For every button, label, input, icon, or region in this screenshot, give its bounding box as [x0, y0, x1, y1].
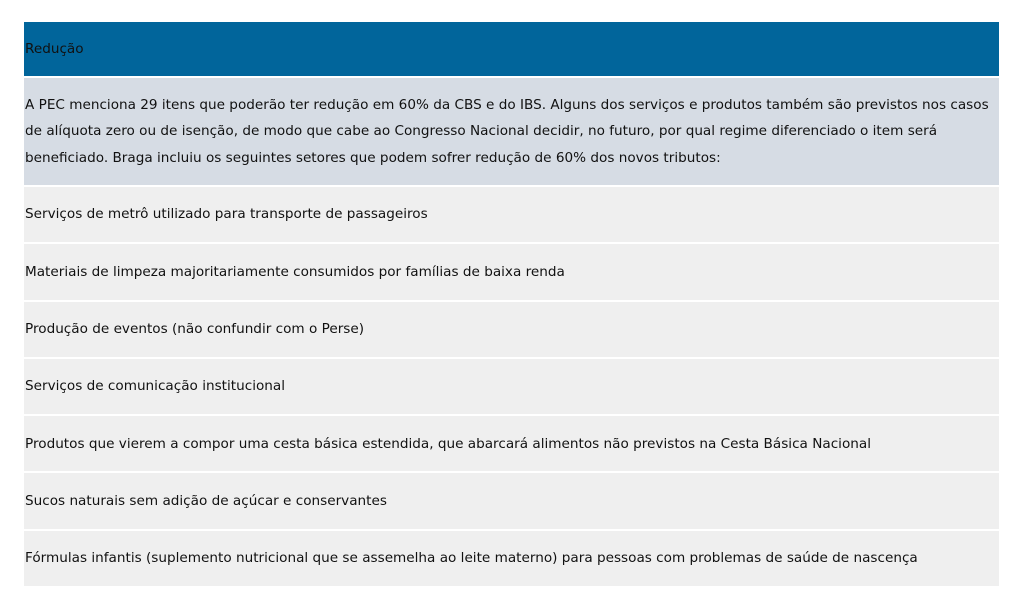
table-intro-text: A PEC menciona 29 itens que poderão ter redução em 60% da CBS e do IBS. Alguns dos serviços e produtos também são previstos nos casos de alíquota zero ou de isenção, de modo que cabe ao Congresso Nacional decidir, no futuro, por qual regime diferenciado o item será beneficiado. Braga incluiu os seguintes setores que podem sofrer redução de 60% dos novos tributos:: [25, 96, 989, 166]
table-row-text: Materiais de limpeza majoritariamente consumidos por famílias de baixa renda: [25, 263, 565, 280]
table-row: [24, 244, 999, 301]
table-intro-row: [24, 78, 999, 187]
table-row: [24, 416, 999, 473]
table-row-text: Serviços de comunicação institucional: [25, 378, 286, 395]
table-row-text: Serviços de metrô utilizado para transporte de passageiros: [25, 206, 428, 223]
table-row: [24, 359, 999, 416]
table-header: [24, 22, 999, 78]
table-row-text: Produtos que vierem a compor uma cesta básica estendida, que abarcará alimentos não previstos na Cesta Básica Nacional: [25, 435, 871, 452]
table-row-text: Sucos naturais sem adição de açúcar e conservantes: [25, 492, 387, 509]
table-row: [24, 302, 999, 359]
table-row-text: Produção de eventos (não confundir com o Perse): [25, 320, 365, 337]
table-row: [24, 473, 999, 530]
table-header-title: Redução: [25, 40, 84, 57]
table-row: [24, 531, 999, 588]
table-row: [24, 187, 999, 244]
table-row-text: Fórmulas infantis (suplemento nutricional que se assemelha ao leite materno) para pessoas com problemas de saúde de nascença: [25, 550, 918, 567]
reduction-table: [24, 22, 999, 588]
